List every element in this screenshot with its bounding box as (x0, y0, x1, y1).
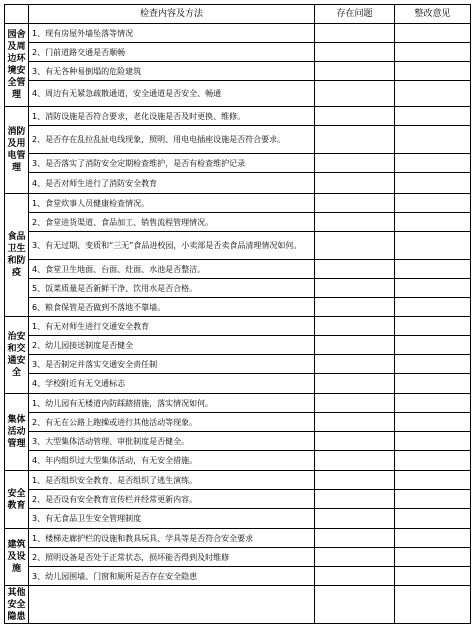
section-category: 集体活动管理 (5, 394, 29, 471)
check-item: 1、幼儿园有无楼道内防踩踏措施，落实情况如何。 (29, 394, 315, 413)
table-row (5, 394, 471, 413)
check-item: 4、年内组织过大型集体活动，有无安全措施。 (29, 451, 315, 471)
check-item: 4、食堂卫生地面、台面、灶面、水池是否整洁。 (29, 260, 315, 279)
header-category (5, 5, 29, 24)
advice-cell[interactable] (395, 548, 471, 567)
issue-cell[interactable] (315, 413, 395, 432)
header-advice: 整改意见 (395, 5, 471, 24)
check-item: 3、有无过期、变质和“三无”食品进校园，小卖部是否卖食品清理情况如何。 (29, 232, 315, 260)
issue-cell[interactable] (315, 126, 395, 154)
issue-cell[interactable] (315, 451, 395, 471)
issue-cell[interactable] (315, 279, 395, 298)
advice-cell[interactable] (395, 471, 471, 490)
advice-cell[interactable] (395, 509, 471, 529)
issue-cell[interactable] (315, 567, 395, 586)
issue-cell[interactable] (315, 374, 395, 394)
table-row (5, 317, 471, 336)
check-item: 4、是否对师生进行了消防安全教育 (29, 173, 315, 194)
issue-cell[interactable] (315, 194, 395, 213)
advice-cell[interactable] (395, 279, 471, 298)
check-item: 1、楼梯走廊护栏的设施和教具玩具、学具等是否符合安全要求 (29, 529, 315, 548)
advice-cell[interactable] (395, 394, 471, 413)
table-row (5, 232, 471, 260)
advice-cell[interactable] (395, 260, 471, 279)
advice-cell[interactable] (395, 43, 471, 62)
table-row (5, 154, 471, 173)
table-row (5, 529, 471, 548)
advice-cell[interactable] (395, 126, 471, 154)
table-row (5, 62, 471, 81)
advice-cell[interactable] (395, 586, 471, 624)
table-row (5, 194, 471, 213)
check-item: 3、是否制定并落实交通安全责任制 (29, 355, 315, 374)
table-row (5, 107, 471, 126)
section-category: 园舍及周边环境安全管理 (5, 24, 29, 107)
issue-cell[interactable] (315, 81, 395, 107)
advice-cell[interactable] (395, 213, 471, 232)
table-row (5, 298, 471, 317)
advice-cell[interactable] (395, 317, 471, 336)
check-item: 2、食堂进货渠道、食品加工、销售流程管理情况。 (29, 213, 315, 232)
advice-cell[interactable] (395, 24, 471, 43)
table-row (5, 279, 471, 298)
table-row (5, 213, 471, 232)
check-item: 2、是否存在乱拉乱扯电线现象，照明、用电电插座设施是否符合要求。 (29, 126, 315, 154)
issue-cell[interactable] (315, 432, 395, 451)
issue-cell[interactable] (315, 355, 395, 374)
advice-cell[interactable] (395, 81, 471, 107)
check-item: 4、学校附近有无交通标志 (29, 374, 315, 394)
inspection-sheet (4, 4, 470, 624)
check-item: 5、饭菜质量是否新鲜干净、饮用水是否合格。 (29, 279, 315, 298)
check-item (29, 586, 315, 624)
header-row (5, 5, 471, 24)
advice-cell[interactable] (395, 355, 471, 374)
table-body (5, 24, 471, 624)
advice-cell[interactable] (395, 232, 471, 260)
table-row (5, 81, 471, 107)
table-row (5, 336, 471, 355)
check-item: 2、是否设有安全教育宣传栏并经常更新内容。 (29, 490, 315, 509)
issue-cell[interactable] (315, 336, 395, 355)
table-row (5, 43, 471, 62)
advice-cell[interactable] (395, 413, 471, 432)
advice-cell[interactable] (395, 567, 471, 586)
advice-cell[interactable] (395, 374, 471, 394)
table-row (5, 126, 471, 154)
issue-cell[interactable] (315, 62, 395, 81)
check-item: 4、周边有无紧急疏散通道，安全通道是否安全、畅通 (29, 81, 315, 107)
check-item: 1、食堂炊事人员健康检查情况。 (29, 194, 315, 213)
advice-cell[interactable] (395, 451, 471, 471)
check-item: 1、现有房屋外墙坠落等情况 (29, 24, 315, 43)
table-row (5, 260, 471, 279)
advice-cell[interactable] (395, 298, 471, 317)
check-item: 1、是否组织安全教育、是否组织了逃生演练。 (29, 471, 315, 490)
issue-cell[interactable] (315, 298, 395, 317)
check-item: 2、幼儿园接送制度是否健全 (29, 336, 315, 355)
check-item: 2、照明设备是否处于正常状态，损坏能否得到及时维修 (29, 548, 315, 567)
check-item: 6、粮食保管是否做到不落地不靠墙。 (29, 298, 315, 317)
issue-cell[interactable] (315, 548, 395, 567)
check-item: 2、有无在公路上跑操或进行其他活动等现象。 (29, 413, 315, 432)
issue-cell[interactable] (315, 529, 395, 548)
issue-cell[interactable] (315, 260, 395, 279)
check-item: 3、是否落实了消防安全定期检查维护，是否有检查维护记录 (29, 154, 315, 173)
advice-cell[interactable] (395, 107, 471, 126)
advice-cell[interactable] (395, 529, 471, 548)
section-category: 安全教育 (5, 471, 29, 529)
table-row (5, 586, 471, 624)
table-row (5, 173, 471, 194)
issue-cell[interactable] (315, 509, 395, 529)
issue-cell[interactable] (315, 317, 395, 336)
advice-cell[interactable] (395, 432, 471, 451)
section-category: 建筑及设施 (5, 529, 29, 586)
table-row (5, 355, 471, 374)
issue-cell[interactable] (315, 173, 395, 194)
issue-cell[interactable] (315, 24, 395, 43)
section-category: 食品卫生和防疫 (5, 194, 29, 317)
issue-cell[interactable] (315, 213, 395, 232)
check-item: 1、有无对师生进行交通安全教育 (29, 317, 315, 336)
check-item: 3、有无各种易倒塌的危险建筑 (29, 62, 315, 81)
table-row (5, 374, 471, 394)
advice-cell[interactable] (395, 336, 471, 355)
issue-cell[interactable] (315, 394, 395, 413)
check-item: 3、大型集体活动管理、审批制度是否健全。 (29, 432, 315, 451)
table-row (5, 432, 471, 451)
issue-cell[interactable] (315, 43, 395, 62)
check-item: 1、消防设施是否符合要求，老化设施是否及时更换、维修。 (29, 107, 315, 126)
section-category: 治安和交通安全 (5, 317, 29, 394)
header-issues: 存在问题 (315, 5, 395, 24)
table-row (5, 451, 471, 471)
table-row (5, 413, 471, 432)
check-item: 3、幼儿园围墙、门窗和厕所是否存在安全隐患 (29, 567, 315, 586)
advice-cell[interactable] (395, 62, 471, 81)
issue-cell[interactable] (315, 471, 395, 490)
issue-cell[interactable] (315, 586, 395, 624)
issue-cell[interactable] (315, 490, 395, 509)
inspection-table (4, 4, 471, 624)
issue-cell[interactable] (315, 232, 395, 260)
advice-cell[interactable] (395, 154, 471, 173)
table-row (5, 471, 471, 490)
check-item: 2、门前道路交通是否顺畅 (29, 43, 315, 62)
table-row (5, 24, 471, 43)
advice-cell[interactable] (395, 490, 471, 509)
check-item: 3、有无食品卫生安全管理制度 (29, 509, 315, 529)
section-category: 其他安全隐患 (5, 586, 29, 624)
section-category: 消防及用电管理 (5, 107, 29, 194)
table-row (5, 548, 471, 567)
issue-cell[interactable] (315, 154, 395, 173)
advice-cell[interactable] (395, 173, 471, 194)
header-content: 检查内容及方法 (29, 5, 315, 24)
advice-cell[interactable] (395, 194, 471, 213)
table-row (5, 567, 471, 586)
issue-cell[interactable] (315, 107, 395, 126)
table-row (5, 509, 471, 529)
table-row (5, 490, 471, 509)
